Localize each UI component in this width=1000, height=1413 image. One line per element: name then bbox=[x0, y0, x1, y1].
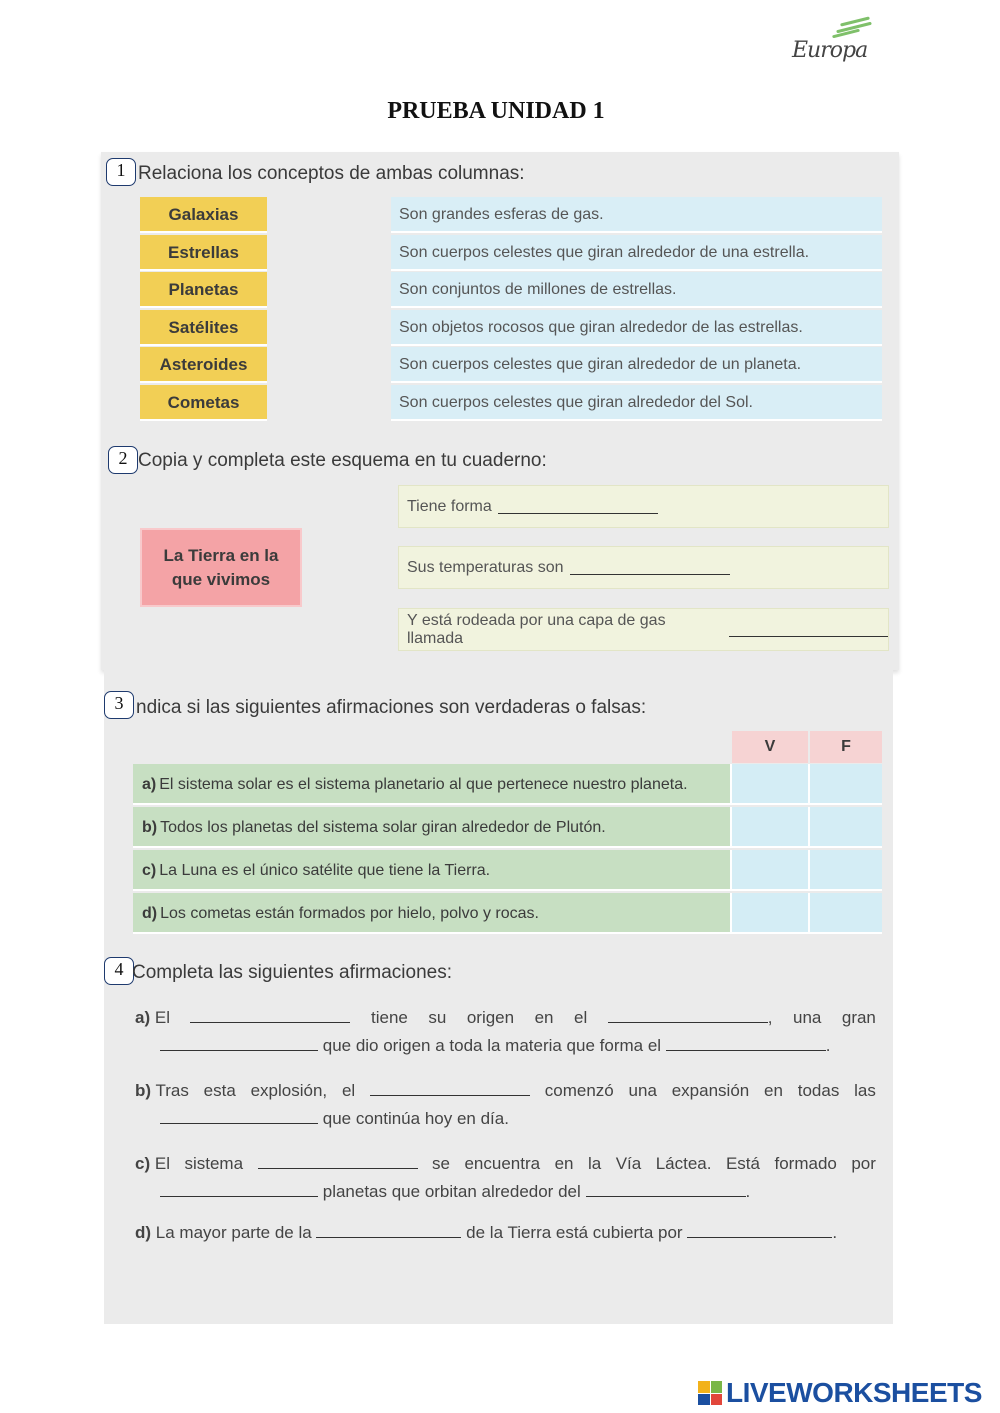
answer-blank[interactable] bbox=[160, 1110, 318, 1124]
sentence-word: en bbox=[764, 1081, 783, 1100]
sentence-word: tiene bbox=[370, 1008, 408, 1027]
sentence-word: sistema bbox=[184, 1154, 244, 1173]
answer-cell-f[interactable] bbox=[808, 764, 882, 805]
sentence-text: planetas que orbitan alrededor del bbox=[322, 1182, 581, 1201]
definition-item[interactable]: Son cuerpos celestes que giran alrededor del Sol. bbox=[391, 385, 882, 421]
sentence-a-line-1 bbox=[135, 1008, 876, 1028]
concept-galaxias[interactable]: Galaxias bbox=[140, 197, 267, 233]
question-3-title: ndica si las siguientes afirmaciones son verdaderas o falsas: bbox=[136, 697, 647, 718]
sentence-text: de la Tierra está cubierta por bbox=[466, 1223, 683, 1242]
sentence-letter: b) bbox=[135, 1081, 152, 1100]
sentence-word: , bbox=[767, 1008, 773, 1027]
sentence-text: . bbox=[832, 1223, 838, 1242]
sentence-word: por bbox=[851, 1154, 876, 1173]
concept-planetas[interactable]: Planetas bbox=[140, 272, 267, 308]
column-header-f: F bbox=[810, 731, 882, 763]
sentence-word: formado bbox=[774, 1154, 837, 1173]
concept-asteroides[interactable]: Asteroides bbox=[140, 347, 267, 383]
question-number-3: 3 bbox=[104, 691, 134, 719]
answer-cell-f[interactable] bbox=[808, 893, 882, 934]
scheme-item-forma bbox=[398, 485, 889, 528]
statement-text: Todos los planetas del sistema solar giran alrededor de Plutón. bbox=[160, 819, 606, 836]
answer-blank[interactable] bbox=[687, 1224, 832, 1238]
answer-blank[interactable] bbox=[570, 561, 730, 575]
answer-cell-v[interactable] bbox=[730, 764, 810, 805]
answer-cell-v[interactable] bbox=[730, 850, 810, 891]
sentence-word: esta bbox=[203, 1081, 236, 1100]
scheme-item-label: Tiene forma bbox=[407, 497, 492, 515]
answer-blank[interactable] bbox=[498, 500, 658, 514]
europa-logo bbox=[792, 14, 882, 84]
scheme-item-label: Y está rodeada por una capa de gas llamada bbox=[407, 611, 666, 647]
sentence-text: La mayor parte de la bbox=[155, 1223, 312, 1242]
statement-d bbox=[133, 893, 730, 934]
sentence-word: el bbox=[341, 1081, 356, 1100]
earth-concept-label: La Tierra en la que vivimos bbox=[163, 545, 279, 589]
liveworksheets-wordmark: LIVEWORKSHEETS bbox=[726, 1377, 982, 1408]
sentence-c-line-1 bbox=[135, 1154, 876, 1174]
statement-letter: c) bbox=[142, 862, 157, 879]
sentence-word: Vía bbox=[615, 1154, 642, 1173]
answer-cell-v[interactable] bbox=[730, 807, 810, 848]
sentence-word: la bbox=[587, 1154, 602, 1173]
definition-item[interactable]: Son conjuntos de millones de estrellas. bbox=[391, 272, 882, 308]
answer-blank[interactable] bbox=[666, 1037, 826, 1051]
sentence-word: El bbox=[154, 1154, 170, 1173]
statement-text: La Luna es el único satélite que tiene la Tierra. bbox=[159, 862, 491, 879]
sentence-c-line-2 bbox=[160, 1182, 750, 1202]
concept-satelites[interactable]: Satélites bbox=[140, 310, 267, 346]
sentence-text: . bbox=[745, 1182, 751, 1201]
answer-cell-f[interactable] bbox=[808, 850, 882, 891]
statement-text: Los cometas están formados por hielo, polvo y rocas. bbox=[160, 905, 539, 922]
question-2-title: Copia y completa este esquema en tu cuaderno: bbox=[138, 450, 547, 471]
answer-blank[interactable] bbox=[160, 1183, 318, 1197]
statement-b bbox=[133, 807, 730, 848]
sentence-text: que dio origen a toda la materia que forma el bbox=[322, 1036, 662, 1055]
sentence-d bbox=[135, 1223, 837, 1243]
sentence-b-line-1 bbox=[135, 1081, 876, 1101]
answer-cell-v[interactable] bbox=[730, 893, 810, 934]
sentence-text: que continúa hoy en día. bbox=[322, 1109, 509, 1128]
concept-estrellas[interactable]: Estrellas bbox=[140, 235, 267, 271]
sentence-word: comenzó bbox=[544, 1081, 614, 1100]
column-header-v: V bbox=[732, 731, 808, 763]
answer-blank[interactable] bbox=[160, 1037, 318, 1051]
question-1-title: Relaciona los conceptos de ambas columnas: bbox=[138, 163, 525, 184]
sentence-text: . bbox=[825, 1036, 831, 1055]
definition-item[interactable]: Son cuerpos celestes que giran alrededor de un planeta. bbox=[391, 347, 882, 383]
concept-cometas[interactable]: Cometas bbox=[140, 385, 267, 421]
sentence-word: encuentra bbox=[464, 1154, 541, 1173]
sentence-word: se bbox=[432, 1154, 450, 1173]
statement-letter: a) bbox=[142, 776, 157, 793]
sentence-word: su bbox=[428, 1008, 447, 1027]
question-number-1: 1 bbox=[106, 158, 136, 186]
sentence-word: explosión, bbox=[250, 1081, 328, 1100]
sentence-word: origen bbox=[466, 1008, 515, 1027]
sentence-word: expansión bbox=[671, 1081, 750, 1100]
sentence-letter: a) bbox=[135, 1008, 151, 1027]
scheme-item-temperaturas bbox=[398, 546, 889, 589]
answer-blank[interactable] bbox=[316, 1224, 461, 1238]
definition-item[interactable]: Son cuerpos celestes que giran alrededor de una estrella. bbox=[391, 235, 882, 271]
sentence-word: el bbox=[574, 1008, 588, 1027]
sentence-word: Láctea. bbox=[655, 1154, 712, 1173]
answer-cell-f[interactable] bbox=[808, 807, 882, 848]
earth-concept-box bbox=[140, 528, 302, 607]
answer-blank[interactable] bbox=[258, 1155, 418, 1169]
sentence-word: El bbox=[154, 1008, 170, 1027]
sentence-letter: d) bbox=[135, 1223, 152, 1242]
sentence-word: una bbox=[792, 1008, 822, 1027]
page-title: PRUEBA UNIDAD 1 bbox=[387, 98, 605, 124]
statement-a bbox=[133, 764, 730, 805]
statement-text: El sistema solar es el sistema planetario al que pertenece nuestro planeta. bbox=[159, 776, 688, 793]
statement-letter: d) bbox=[142, 905, 158, 922]
definition-item[interactable]: Son grandes esferas de gas. bbox=[391, 197, 882, 233]
sentence-word: una bbox=[628, 1081, 657, 1100]
sentence-word: Está bbox=[725, 1154, 760, 1173]
sentence-word: en bbox=[534, 1008, 554, 1027]
sentence-word: Tras bbox=[155, 1081, 189, 1100]
answer-blank[interactable] bbox=[586, 1183, 746, 1197]
question-number-2: 2 bbox=[108, 446, 138, 474]
question-4-title: Completa las siguientes afirmaciones: bbox=[132, 962, 452, 983]
sentence-word: todas bbox=[797, 1081, 840, 1100]
liveworksheets-icon bbox=[698, 1381, 722, 1405]
logo-text: Europa bbox=[792, 38, 868, 63]
liveworksheets-brand bbox=[698, 1378, 982, 1408]
sentence-a-line-2 bbox=[160, 1036, 831, 1056]
statement-c bbox=[133, 850, 730, 891]
answer-blank[interactable] bbox=[190, 1009, 350, 1023]
definition-item[interactable]: Son objetos rocosos que giran alrededor de las estrellas. bbox=[391, 310, 882, 346]
statement-letter: b) bbox=[142, 819, 158, 836]
sentence-letter: c) bbox=[135, 1154, 151, 1173]
answer-blank[interactable] bbox=[608, 1009, 768, 1023]
sentence-word: gran bbox=[841, 1008, 876, 1027]
answer-blank[interactable] bbox=[370, 1082, 530, 1096]
sentence-b-line-2 bbox=[160, 1109, 509, 1129]
scheme-item-label: Sus temperaturas son bbox=[407, 558, 564, 576]
sentence-word: las bbox=[854, 1081, 876, 1100]
sentence-word: en bbox=[554, 1154, 574, 1173]
question-number-4: 4 bbox=[104, 957, 134, 985]
scheme-item-gas bbox=[398, 608, 889, 651]
answer-blank[interactable] bbox=[729, 623, 888, 637]
